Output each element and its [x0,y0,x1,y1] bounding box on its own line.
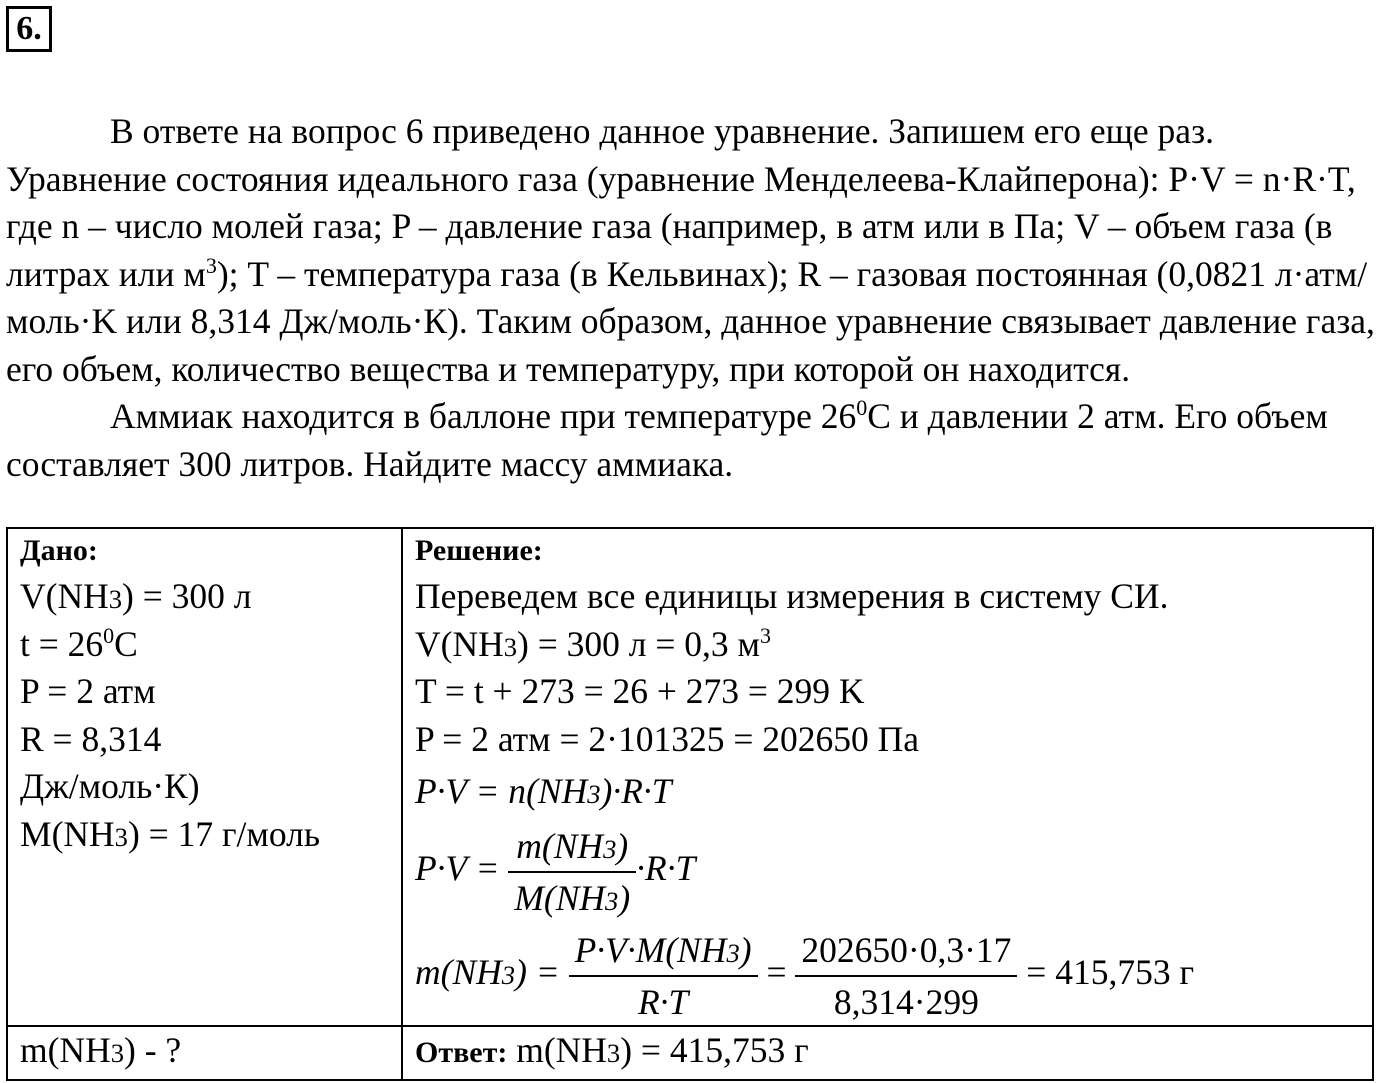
given-gas-constant-units: Дж/моль·К) [20,766,200,806]
given-molar-mass: M(NH3) = 17 г/моль [20,813,321,854]
given-header: Дано: [20,534,98,567]
problem-number: 6. [6,6,52,52]
mass-result-value: = 415,753 г [1026,952,1195,993]
table-row-answer [7,1026,1373,1080]
given-volume: V(NH3) = 300 л [20,576,252,616]
solution-header: Решение: [415,534,543,567]
equation-moles-substituted: P·V = $\frac{m(NH3)}{M(NH3)}$ ·R·T [415,823,1372,921]
find-cell [7,1026,402,1080]
solution-temperature-si: T = t + 273 = 26 + 273 = 299 K [415,671,865,711]
fraction-mass-over-molar-mass: $\frac{m(NH3)}{M(NH3)}$ [508,823,636,921]
given-pressure: P = 2 атм [20,671,156,711]
fraction-numeric: $\frac{202650\cdot 0,3\cdot 17}{8,314\cdot 299}$ [795,927,1017,1025]
solution-si-note: Переведем все единицы измерения в систему СИ. [415,576,1169,616]
given-cell [7,528,402,1026]
intro-paragraph-2: Аммиак находится в баллоне при температуре $26^0С$ и давлении 2 атм. Его объем составляет 300 литров. Найдите массу аммиака. [6,395,1328,484]
answer-value: m(NH3) = 415,753 г [507,1030,809,1070]
table-row-main [7,528,1373,1026]
equation-mass-result: m(NH3) = $\frac{P\cdot V\cdot M(NH3)}{R\cdot T}$ = $\frac{202650\cdot 0,3\cdot 17}{8,314\cdot 299}$ = 415,753 г [415,927,1372,1025]
solution-volume-si: V(NH3) = 300 л = 0,3 $м^3$ [415,622,771,664]
given-temperature: $t = 26^0C$ [20,622,138,664]
solution-table [6,527,1374,1081]
intro-paragraph-1: В ответе на вопрос 6 приведено данное уравнение. Запишем его еще раз. Уравнение состояния идеального газа (уравнение Менделеева-Клайперона): P·V = n·R·T, где n – число молей газа; P – давление газа (например, в атм или в Па; V – объем газа (в литрах или $м^3$); T – температура газа (в Кельвинах); R – газовая постоянная (0,0821 л·атм/моль·K или 8,314 Дж/моль·К). Таким образом, данное уравнение связывает давление газа, его объем, количество вещества и температуру, при которой он находится. [6,111,1375,389]
equation-ideal-gas: P·V = n(NH3)·R·T [415,771,672,811]
solution-cell [402,528,1373,1026]
answer-cell [402,1026,1373,1080]
find-unknown: m(NH3) - ? [20,1030,182,1070]
solution-pressure-si: P = 2 атм = 2·101325 = 202650 Па [415,718,920,759]
fraction-symbolic: $\frac{P\cdot V\cdot M(NH3)}{R\cdot T}$ [569,927,758,1025]
problem-statement [6,108,1376,488]
answer-label: Ответ: [415,1036,508,1069]
given-gas-constant: R = 8,314 [20,718,162,759]
